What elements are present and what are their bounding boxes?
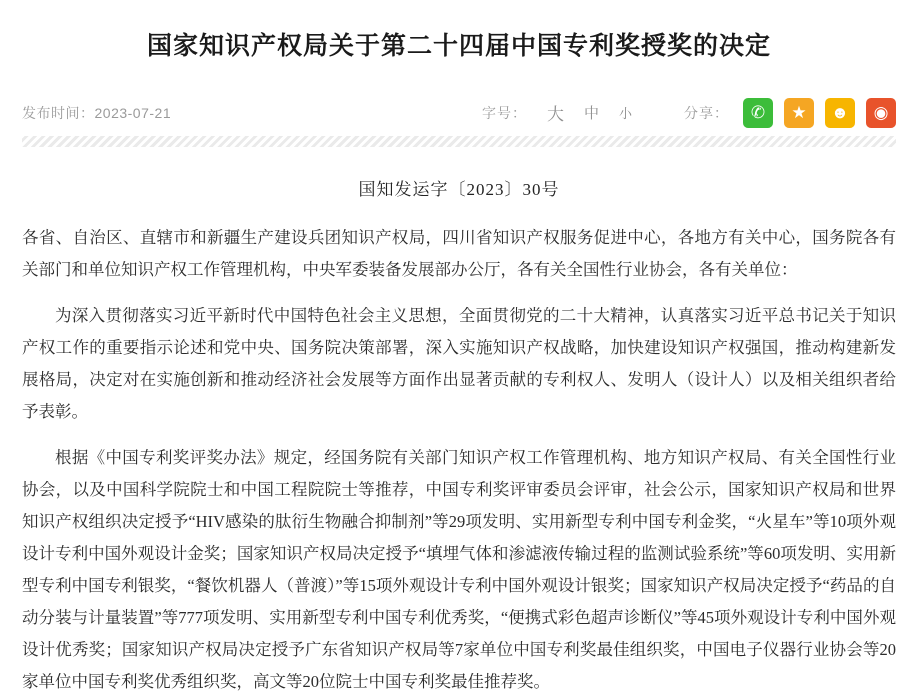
sina-icon[interactable]: ★ (784, 98, 814, 128)
font-size-label: 字号： (481, 104, 527, 121)
document-number: 国知发运字〔2023〕30号 (358, 179, 560, 199)
publish-time-label: 发布时间： (22, 104, 95, 121)
font-size-medium-button[interactable]: 中 (583, 105, 599, 122)
paragraph-recipients: 各省、自治区、直辖市和新疆生产建设兵团知识产权局，四川省知识产权服务促进中心，各地方有关中心，国务院各有关部门和单位知识产权工作管理机构，中央军委装备发展部办公厅，各有关全国性行业协会，各有关单位： (22, 227, 896, 279)
publish-time (22, 103, 171, 123)
paragraph-awards: 根据《中国专利奖评奖办法》规定，经国务院有关部门知识产权工作管理机构、地方知识产权局、有关全国性行业协会，以及中国科学院院士和中国工程院院士等推荐，中国专利奖评审委员会评审，社会公示，国家知识产权局和世界知识产权组织决定授予“HIV感染的肽衍生物融合抑制剂”等29项发明、实用新型专利中国专利金奖，“火星车”等10项外观设计专利中国外观设计金奖；国家知识产权局决定授予“填埋气体和渗滤液传输过程的监测试验系统”等60项发明、实用新型专利中国专利银奖，“餐饮机器人（普渡）”等15项外观设计专利中国外观设计银奖；国家知识产权局决定授予“药品的自动分装与计量装置”等777项发明、实用新型专利中国专利优秀奖，“便携式彩色超声诊断仪”等45项外观设计专利中国外观设计优秀奖；国家知识产权局决定授予广东省知识产权局等7家单位中国专利奖最佳组织奖，中国电子仪器行业协会等20家单位中国专利奖优秀组织奖，高文等20位院士中国专利奖最佳推荐奖。 (22, 447, 896, 691)
paragraph-background: 为深入贯彻落实习近平新时代中国特色社会主义思想，全面贯彻党的二十大精神，认真落实习近平总书记关于知识产权工作的重要指示论述和党中央、国务院决策部署，深入实施知识产权战略，加快建设知识产权强国，推动构建新发展格局，决定对在实施创新和推动经济社会发展等方面作出显著贡献的专利权人、发明人（设计人）以及相关组织者给予表彰。 (22, 305, 896, 421)
qzone-icon[interactable]: ☻ (825, 98, 855, 128)
share-label: 分享： (684, 104, 729, 121)
meta-bar (0, 90, 918, 132)
font-size-small-button[interactable]: 小 (618, 106, 632, 121)
font-size-large-button[interactable]: 大 (546, 105, 564, 124)
article-page (0, 17, 918, 691)
meta-actions (482, 98, 896, 128)
font-size-controls (482, 100, 642, 125)
article-body (0, 222, 918, 698)
publish-time-value: 2023-07-21 (94, 104, 172, 121)
page-title: 国家知识产权局关于第二十四届中国专利奖授奖的决定 (146, 31, 771, 60)
weibo-icon[interactable]: ◉ (866, 98, 896, 128)
share-controls (684, 98, 896, 128)
wechat-icon[interactable]: ✆ (743, 98, 773, 128)
section-divider (22, 136, 896, 147)
